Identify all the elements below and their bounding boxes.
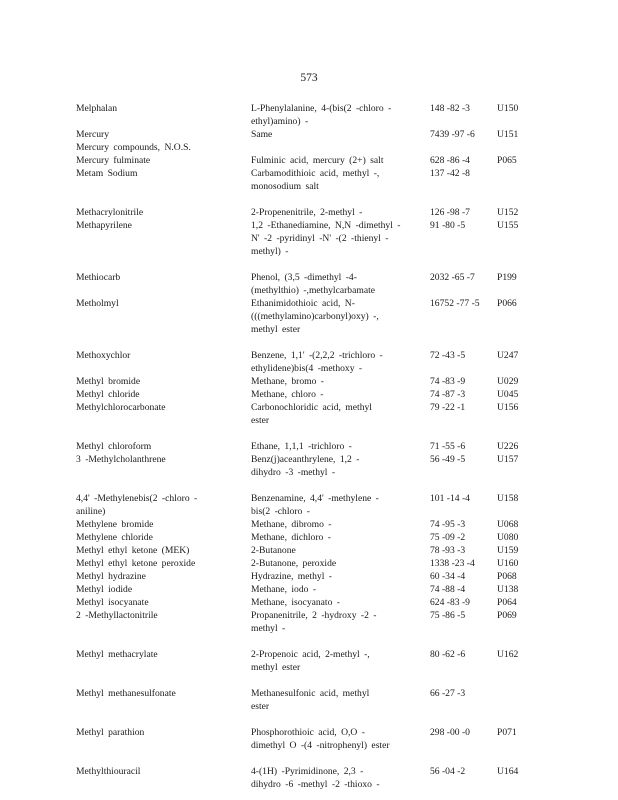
synonym-cell: Benzene, 1,1' -(2,2,2 -trichloro - ethylidene)bis(4 -methoxy - xyxy=(251,350,383,374)
cas-number-cell: 91 -80 -5 xyxy=(430,220,466,231)
table-row xyxy=(76,609,536,648)
cas-number-cell: 126 -98 -7 xyxy=(430,207,470,218)
chemical-listing-table xyxy=(76,102,536,791)
chemical-name-cell: Methyl hydrazine xyxy=(76,571,146,582)
cas-number-cell: 137 -42 -8 xyxy=(430,168,470,179)
synonym-cell: Methanesulfonic acid, methyl ester xyxy=(251,688,370,712)
cas-number-cell: 75 -09 -2 xyxy=(430,532,466,543)
chemical-name-cell: Methyl chloride xyxy=(76,389,140,400)
synonym-cell: Methane, dichloro - xyxy=(251,532,331,543)
chemical-name-cell: Methyl methacrylate xyxy=(76,649,158,660)
synonym-cell: Ethane, 1,1,1 -trichloro - xyxy=(251,441,352,452)
waste-code-cell: U226 xyxy=(497,441,519,452)
cas-number-cell: 101 -14 -4 xyxy=(430,493,470,504)
synonym-cell: Methane, dibromo - xyxy=(251,519,332,530)
table-row xyxy=(76,531,536,544)
cas-number-cell: 71 -55 -6 xyxy=(430,441,466,452)
cas-number-cell: 66 -27 -3 xyxy=(430,688,466,699)
page-number: 573 xyxy=(300,72,318,84)
chemical-name-cell: Mercury xyxy=(76,129,110,140)
chemical-name-cell: Methacrylonitrile xyxy=(76,207,144,218)
waste-code-cell: U247 xyxy=(497,350,519,361)
chemical-name-cell: Melphalan xyxy=(76,103,118,114)
cas-number-cell: 628 -86 -4 xyxy=(430,155,470,166)
cas-number-cell: 60 -34 -4 xyxy=(430,571,466,582)
chemical-name-cell: Methyl ethyl ketone peroxide xyxy=(76,558,196,569)
synonym-cell: Phenol, (3,5 -dimethyl -4- (methylthio) -,methylcarbamate xyxy=(251,272,376,296)
table-row xyxy=(76,297,536,349)
cas-number-cell: 1338 -23 -4 xyxy=(430,558,475,569)
waste-code-cell: U152 xyxy=(497,207,519,218)
cas-number-cell: 624 -83 -9 xyxy=(430,597,470,608)
waste-code-cell: U162 xyxy=(497,649,519,660)
table-row xyxy=(76,596,536,609)
synonym-cell: Hydrazine, methyl - xyxy=(251,571,332,582)
cas-number-cell: 298 -00 -0 xyxy=(430,727,470,738)
cas-number-cell: 7439 -97 -6 xyxy=(430,129,475,140)
table-row xyxy=(76,570,536,583)
table-row xyxy=(76,219,536,271)
table-row xyxy=(76,349,536,375)
chemical-name-cell: Methyl bromide xyxy=(76,376,141,387)
chemical-name-cell: Mercury fulminate xyxy=(76,155,151,166)
waste-code-cell: U164 xyxy=(497,766,519,777)
synonym-cell: 2-Propenoic acid, 2-methyl -, methyl ester xyxy=(251,649,370,673)
chemical-name-cell: Methyl methanesulfonate xyxy=(76,688,176,699)
cas-number-cell: 148 -82 -3 xyxy=(430,103,470,114)
synonym-cell: Methane, bromo - xyxy=(251,376,325,387)
cas-number-cell: 74 -88 -4 xyxy=(430,584,466,595)
synonym-cell: L-Phenylalanine, 4-(bis(2 -chloro - ethyl)amino) - xyxy=(251,103,392,127)
cas-number-cell: 72 -43 -5 xyxy=(430,350,466,361)
waste-code-cell: U157 xyxy=(497,454,519,465)
chemical-name-cell: Methylene bromide xyxy=(76,519,154,530)
table-row xyxy=(76,141,536,154)
synonym-cell: Methane, isocyanato - xyxy=(251,597,340,608)
cas-number-cell: 74 -87 -3 xyxy=(430,389,466,400)
waste-code-cell: P199 xyxy=(497,272,517,283)
waste-code-cell: P068 xyxy=(497,571,517,582)
synonym-cell: Ethanimidothioic acid, N- (((methylamino)carbonyl)oxy) -, methyl ester xyxy=(251,298,379,335)
synonym-cell: Carbamodithioic acid, methyl -, monosodium salt xyxy=(251,168,380,192)
waste-code-cell: U138 xyxy=(497,584,519,595)
chemical-name-cell: Mercury compounds, N.O.S. xyxy=(76,142,191,153)
synonym-cell: Propanenitrile, 2 -hydroxy -2 - methyl - xyxy=(251,610,377,634)
synonym-cell: 2-Butanone, peroxide xyxy=(251,558,337,569)
waste-code-cell: U159 xyxy=(497,545,519,556)
waste-code-cell: U151 xyxy=(497,129,519,140)
cas-number-cell: 75 -86 -5 xyxy=(430,610,466,621)
table-row xyxy=(76,492,536,518)
chemical-name-cell: Methyl ethyl ketone (MEK) xyxy=(76,545,190,556)
synonym-cell: Phosphorothioic acid, O,O - dimethyl O -(4 -nitrophenyl) ester xyxy=(251,727,390,751)
table-row xyxy=(76,557,536,570)
waste-code-cell: P065 xyxy=(497,155,517,166)
table-row xyxy=(76,453,536,492)
chemical-name-cell: 2 -Methyllactonitrile xyxy=(76,610,158,621)
chemical-name-cell: Metholmyl xyxy=(76,298,119,309)
chemical-name-cell: Methylchlorocarbonate xyxy=(76,402,166,413)
waste-code-cell: U045 xyxy=(497,389,519,400)
waste-code-cell: U029 xyxy=(497,376,519,387)
cas-number-cell: 56 -04 -2 xyxy=(430,766,466,777)
chemical-name-cell: Metam Sodium xyxy=(76,168,138,179)
table-row xyxy=(76,167,536,206)
cas-number-cell: 80 -62 -6 xyxy=(430,649,466,660)
chemical-name-cell: 3 -Methylcholanthrene xyxy=(76,454,166,465)
synonym-cell: Benzenamine, 4,4' -methylene - bis(2 -chloro - xyxy=(251,493,379,517)
waste-code-cell: P064 xyxy=(497,597,517,608)
chemical-name-cell: Methylthiouracil xyxy=(76,766,141,777)
table-row xyxy=(76,726,536,765)
waste-code-cell: U155 xyxy=(497,220,519,231)
synonym-cell: Fulminic acid, mercury (2+) salt xyxy=(251,155,384,166)
table-row xyxy=(76,102,536,128)
table-row xyxy=(76,401,536,440)
table-row xyxy=(76,206,536,219)
synonym-cell: 1,2 -Ethanediamine, N,N -dimethyl - N' -2 -pyridinyl -N' -(2 -thienyl - methyl) - xyxy=(251,220,401,257)
cas-number-cell: 78 -93 -3 xyxy=(430,545,466,556)
cas-number-cell: 74 -83 -9 xyxy=(430,376,466,387)
table-row xyxy=(76,154,536,167)
waste-code-cell: U150 xyxy=(497,103,519,114)
chemical-name-cell: 4,4' -Methylenebis(2 -chloro - aniline) xyxy=(76,493,198,517)
table-row xyxy=(76,128,536,141)
chemical-name-cell: Methoxychlor xyxy=(76,350,131,361)
synonym-cell: Benz(j)aceanthrylene, 1,2 - dihydro -3 -methyl - xyxy=(251,454,360,478)
cas-number-cell: 79 -22 -1 xyxy=(430,402,466,413)
chemical-name-cell: Methyl chloroform xyxy=(76,441,152,452)
chemical-name-cell: Methyl isocyanate xyxy=(76,597,149,608)
table-row xyxy=(76,388,536,401)
cas-number-cell: 2032 -65 -7 xyxy=(430,272,475,283)
table-row xyxy=(76,765,536,791)
table-row xyxy=(76,375,536,388)
table-row xyxy=(76,583,536,596)
waste-code-cell: U160 xyxy=(497,558,519,569)
synonym-cell: Methane, chloro - xyxy=(251,389,324,400)
table-row xyxy=(76,648,536,687)
cas-number-cell: 16752 -77 -5 xyxy=(430,298,480,309)
waste-code-cell: U158 xyxy=(497,493,519,504)
chemical-name-cell: Methiocarb xyxy=(76,272,121,283)
synonym-cell: 2-Propenenitrile, 2-methyl - xyxy=(251,207,363,218)
cas-number-cell: 56 -49 -5 xyxy=(430,454,466,465)
synonym-cell: 2-Butanone xyxy=(251,545,296,556)
chemical-name-cell: Methylene chloride xyxy=(76,532,153,543)
table-row xyxy=(76,518,536,531)
waste-code-cell: U068 xyxy=(497,519,519,530)
waste-code-cell: P066 xyxy=(497,298,517,309)
synonym-cell: Same xyxy=(251,129,273,140)
table-row xyxy=(76,544,536,557)
waste-code-cell: P069 xyxy=(497,610,517,621)
table-row xyxy=(76,440,536,453)
waste-code-cell: P071 xyxy=(497,727,517,738)
chemical-name-cell: Methyl parathion xyxy=(76,727,145,738)
table-row xyxy=(76,271,536,297)
waste-code-cell: U080 xyxy=(497,532,519,543)
synonym-cell: 4-(1H) -Pyrimidinone, 2,3 - dihydro -6 -methyl -2 -thioxo - xyxy=(251,766,380,790)
synonym-cell: Carbonochloridic acid, methyl ester xyxy=(251,402,372,426)
table-row xyxy=(76,687,536,726)
chemical-name-cell: Methapyrilene xyxy=(76,220,132,231)
synonym-cell: Methane, iodo - xyxy=(251,584,317,595)
cas-number-cell: 74 -95 -3 xyxy=(430,519,466,530)
waste-code-cell: U156 xyxy=(497,402,519,413)
chemical-name-cell: Methyl iodide xyxy=(76,584,133,595)
